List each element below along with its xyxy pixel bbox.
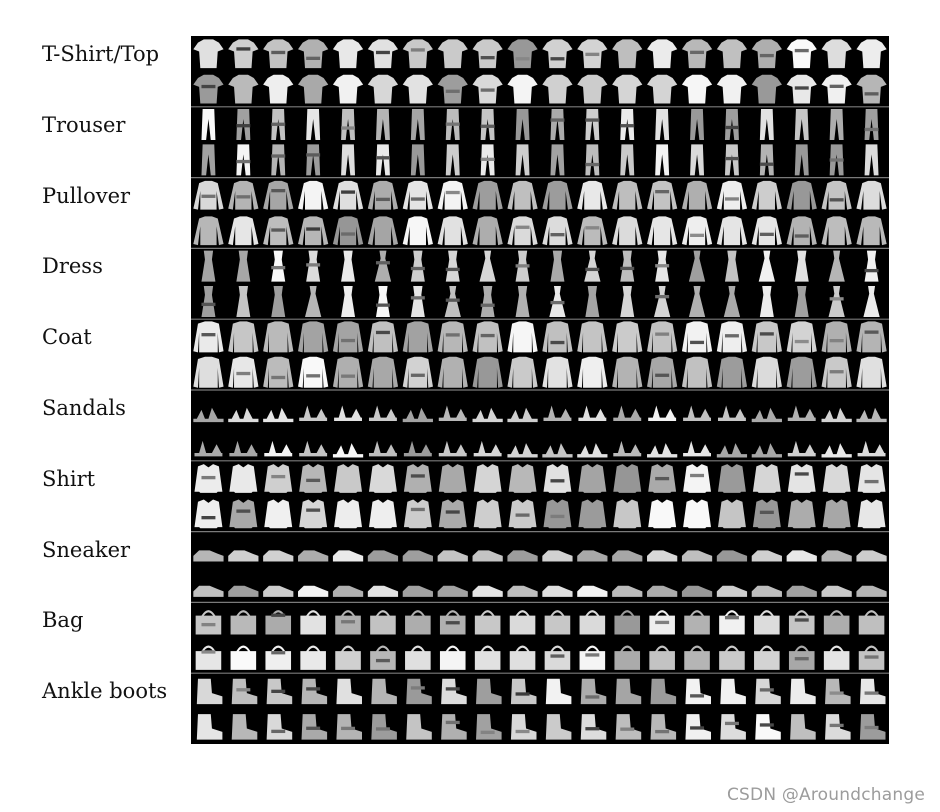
sample-coat bbox=[542, 321, 572, 352]
class-label-sandal: Sandals bbox=[42, 396, 126, 420]
sample-coat bbox=[752, 357, 782, 388]
sample-shirt bbox=[474, 500, 502, 529]
sample-shirt bbox=[648, 464, 676, 493]
sample-coat bbox=[193, 321, 223, 352]
sample-coat bbox=[612, 321, 642, 352]
sample-coat bbox=[577, 357, 607, 388]
sample-coat bbox=[856, 321, 886, 352]
sample-shirt bbox=[858, 500, 886, 529]
sample-shirt bbox=[613, 464, 641, 493]
sample-coat bbox=[368, 357, 398, 388]
sample-coat bbox=[682, 321, 712, 352]
sample-shirt bbox=[264, 464, 292, 493]
sample-shirt bbox=[194, 464, 222, 493]
sample-shirt bbox=[334, 500, 362, 529]
sample-shirt bbox=[823, 500, 851, 529]
class-label-coat: Coat bbox=[42, 325, 92, 350]
fashion-mnist-sample-grid bbox=[191, 36, 889, 744]
sample-coat bbox=[787, 357, 817, 388]
sample-shirt bbox=[334, 464, 362, 493]
sample-shirt bbox=[194, 500, 222, 529]
sample-coat bbox=[193, 357, 223, 388]
sample-shirt bbox=[613, 500, 641, 529]
sample-shirt bbox=[788, 500, 816, 529]
sample-coat bbox=[752, 321, 782, 352]
sample-shirt bbox=[683, 464, 711, 493]
class-labels bbox=[0, 0, 190, 812]
sample-shirt bbox=[509, 500, 537, 529]
sample-coat bbox=[368, 321, 398, 352]
watermark: CSDN @Aroundchange bbox=[726, 785, 925, 805]
sample-shirt bbox=[369, 500, 397, 529]
sample-coat bbox=[542, 357, 572, 388]
sample-shirt bbox=[369, 464, 397, 493]
sample-shirt bbox=[474, 464, 502, 493]
sample-shirt bbox=[439, 464, 467, 493]
sample-shirt bbox=[264, 500, 292, 529]
class-label-trouser: Trouser bbox=[42, 112, 126, 137]
sample-shirt bbox=[543, 464, 571, 493]
sample-shirt bbox=[299, 500, 327, 529]
sample-shirt bbox=[718, 500, 746, 529]
sample-coat bbox=[263, 321, 293, 352]
sample-coat bbox=[612, 357, 642, 388]
sample-coat bbox=[822, 357, 852, 388]
sample-coat bbox=[577, 321, 607, 352]
sample-shirt bbox=[578, 464, 606, 493]
sample-coat bbox=[298, 357, 328, 388]
sample-shirt bbox=[788, 464, 816, 493]
sample-coat bbox=[333, 357, 363, 388]
sample-shirt bbox=[753, 464, 781, 493]
sample-coat bbox=[228, 321, 258, 352]
sample-coat bbox=[473, 357, 503, 388]
sample-coat bbox=[822, 321, 852, 352]
sample-coat bbox=[403, 321, 433, 352]
sample-shirt bbox=[404, 464, 432, 493]
sample-coat bbox=[438, 321, 468, 352]
sample-shirt bbox=[648, 500, 676, 529]
sample-shirt bbox=[439, 500, 467, 529]
sample-coat bbox=[682, 357, 712, 388]
sample-coat bbox=[507, 321, 537, 352]
class-label-bag: Bag bbox=[42, 608, 84, 633]
sample-coat bbox=[856, 357, 886, 388]
sample-coat bbox=[787, 321, 817, 352]
sample-shirt bbox=[229, 500, 257, 529]
sample-shirt bbox=[858, 464, 886, 493]
class-label-pullover: Pullover bbox=[42, 183, 131, 208]
sample-shirt bbox=[299, 464, 327, 493]
sample-shirt bbox=[578, 500, 606, 529]
sample-shirt bbox=[683, 500, 711, 529]
sample-shirt bbox=[404, 500, 432, 529]
sample-coat bbox=[333, 321, 363, 352]
sample-coat bbox=[438, 357, 468, 388]
sample-coat bbox=[263, 357, 293, 388]
sample-coat bbox=[403, 357, 433, 388]
sample-shirt bbox=[823, 464, 851, 493]
class-label-shirt: Shirt bbox=[42, 466, 96, 491]
class-label-boot: Ankle boots bbox=[42, 679, 168, 704]
sample-shirt bbox=[229, 464, 257, 493]
sample-coat bbox=[647, 357, 677, 388]
sample-shirt bbox=[753, 500, 781, 529]
sample-shirt bbox=[718, 464, 746, 493]
sample-coat bbox=[507, 357, 537, 388]
sample-shirt bbox=[509, 464, 537, 493]
sample-coat bbox=[473, 321, 503, 352]
sample-coat bbox=[717, 357, 747, 388]
sample-coat bbox=[298, 321, 328, 352]
sample-coat bbox=[717, 321, 747, 352]
sample-coat bbox=[228, 357, 258, 388]
sample-coat bbox=[647, 321, 677, 352]
class-label-top: T-Shirt/Top bbox=[42, 42, 160, 66]
class-label-dress: Dress bbox=[42, 254, 103, 279]
sample-shirt bbox=[543, 500, 571, 529]
class-label-sneaker: Sneaker bbox=[42, 537, 131, 562]
